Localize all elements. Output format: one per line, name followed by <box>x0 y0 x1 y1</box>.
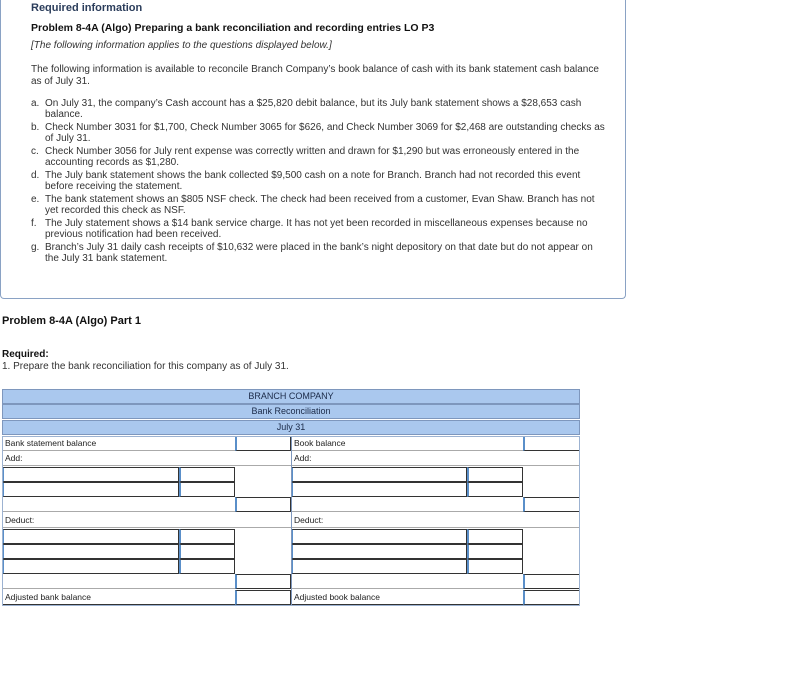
required-label: Required: <box>2 349 49 360</box>
book-deduct-amount-input[interactable] <box>467 529 523 544</box>
book-add-label: Add: <box>291 451 580 466</box>
list-item <box>31 98 606 120</box>
book-deduct-total-input[interactable] <box>523 574 580 589</box>
book-add-total-input[interactable] <box>523 497 580 512</box>
required-information-panel <box>0 0 626 299</box>
information-list <box>31 98 606 266</box>
part-title: Problem 8-4A (Algo) Part 1 <box>2 315 141 327</box>
bank-reconciliation-form <box>2 389 580 606</box>
book-balance-label: Book balance <box>291 436 523 451</box>
book-add-amount-input[interactable] <box>467 467 523 482</box>
company-name: BRANCH COMPANY <box>2 389 580 404</box>
adjusted-book-input[interactable] <box>523 590 580 605</box>
book-deduct-description-input[interactable] <box>291 529 467 544</box>
bank-add-amount-input[interactable] <box>179 482 235 497</box>
book-balance-input[interactable] <box>523 436 580 451</box>
bank-deduct-total-spacer <box>2 574 235 589</box>
item-marker: e. <box>31 194 40 205</box>
item-text: Branch’s July 31 daily cash receipts of $10,632 were placed in the bank’s night depository on that date but do not appear on the July 31 bank statement. <box>45 242 593 264</box>
book-deduct-amount-input[interactable] <box>467 559 523 574</box>
book-deduct-description-input[interactable] <box>291 559 467 574</box>
item-text: Check Number 3031 for $1,700, Check Number 3065 for $626, and Check Number 3069 for $2,468 are outstanding checks as of July 31. <box>45 122 605 144</box>
book-deduct-amount-input[interactable] <box>467 544 523 559</box>
item-text: The July statement shows a $14 bank service charge. It has not yet been recorded in miscellaneous expenses because no previous notification had been received. <box>45 218 588 240</box>
bank-add-total-input[interactable] <box>235 497 291 512</box>
bank-deduct-total-input[interactable] <box>235 574 291 589</box>
bank-add-label: Add: <box>2 451 291 466</box>
book-add-total-spacer <box>291 497 523 512</box>
adjusted-bank-label: Adjusted bank balance <box>2 590 235 605</box>
list-item <box>31 146 606 168</box>
book-add-description-input[interactable] <box>291 482 467 497</box>
bank-add-description-input[interactable] <box>2 482 179 497</box>
bank-deduct-description-input[interactable] <box>2 529 179 544</box>
book-add-description-input[interactable] <box>291 467 467 482</box>
bank-deduct-description-input[interactable] <box>2 559 179 574</box>
item-marker: c. <box>31 146 39 157</box>
adjusted-book-label: Adjusted book balance <box>291 590 523 605</box>
item-marker: b. <box>31 122 40 133</box>
bank-add-description-input[interactable] <box>2 467 179 482</box>
bank-deduct-amount-input[interactable] <box>179 559 235 574</box>
center-divider <box>291 436 292 606</box>
item-text: The July bank statement shows the bank collected $9,500 cash on a note for Branch. Branch had not recorded this event before receiving the statement. <box>45 170 581 192</box>
bank-deduct-label: Deduct: <box>2 513 291 528</box>
bank-deduct-amount-input[interactable] <box>179 529 235 544</box>
applies-note: [The following information applies to the questions displayed below.] <box>31 40 332 51</box>
item-text: The bank statement shows an $805 NSF check. The check had been received from a customer, Evan Shaw. Branch has not yet recorded this check as NSF. <box>45 194 595 216</box>
statement-title: Bank Reconciliation <box>2 404 580 419</box>
list-item <box>31 218 606 240</box>
bank-balance-input[interactable] <box>235 436 291 451</box>
item-marker: d. <box>31 170 40 181</box>
problem-title: Problem 8-4A (Algo) Preparing a bank reconciliation and recording entries LO P3 <box>31 22 435 34</box>
book-add-amount-input[interactable] <box>467 482 523 497</box>
item-marker: f. <box>31 218 37 229</box>
bank-balance-label: Bank statement balance <box>2 436 235 451</box>
bank-add-total-spacer <box>2 497 235 512</box>
bank-deduct-amount-input[interactable] <box>179 544 235 559</box>
book-deduct-label: Deduct: <box>291 513 580 528</box>
book-deduct-total-spacer <box>291 574 523 589</box>
panel-heading: Required information <box>31 2 143 14</box>
item-text: On July 31, the company’s Cash account has a $25,820 debit balance, but its July bank statement shows a $28,653 cash balance. <box>45 98 582 120</box>
intro-paragraph: The following information is available to reconcile Branch Company’s book balance of cash with its bank statement cash balance as of July 31. <box>31 64 599 87</box>
required-text: 1. Prepare the bank reconciliation for this company as of July 31. <box>2 361 289 372</box>
list-item <box>31 194 606 216</box>
adjusted-bank-input[interactable] <box>235 590 291 605</box>
list-item <box>31 170 606 192</box>
bank-deduct-description-input[interactable] <box>2 544 179 559</box>
item-text: Check Number 3056 for July rent expense was correctly written and drawn for $1,290 but was erroneously entered in the accounting records as $1,280. <box>45 146 580 168</box>
bank-add-amount-input[interactable] <box>179 467 235 482</box>
statement-date: July 31 <box>2 420 580 435</box>
list-item <box>31 122 606 144</box>
item-marker: a. <box>31 98 40 109</box>
list-item <box>31 242 606 264</box>
book-deduct-description-input[interactable] <box>291 544 467 559</box>
item-marker: g. <box>31 242 40 253</box>
